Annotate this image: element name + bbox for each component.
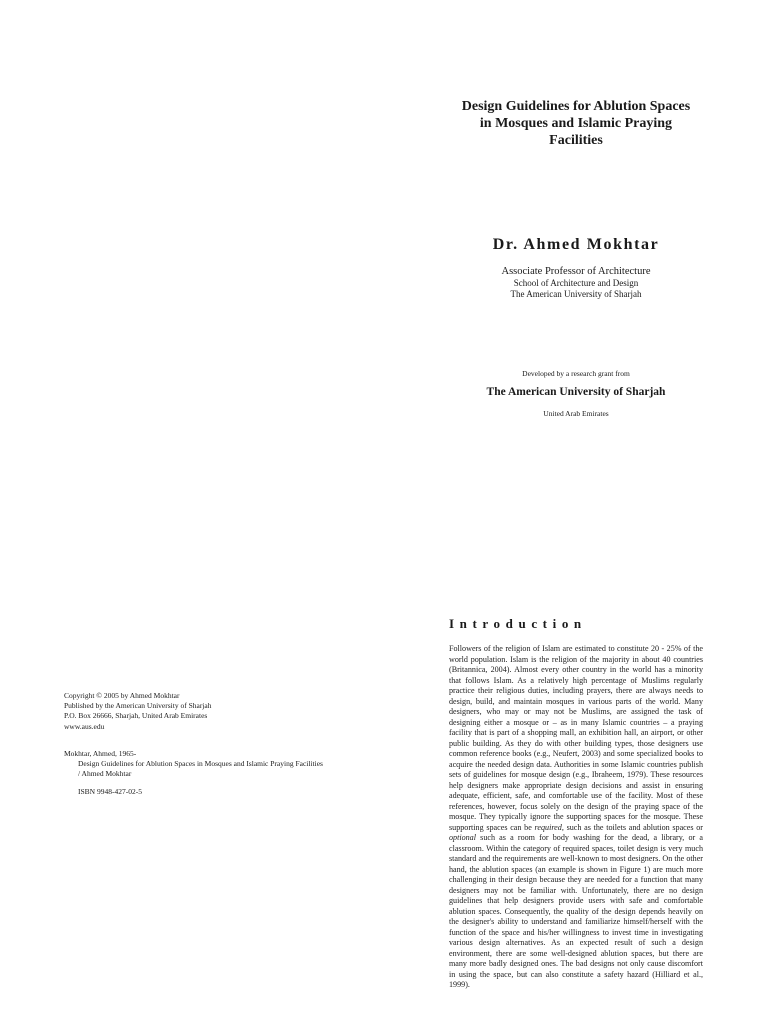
author-name: Dr. Ahmed Mokhtar	[492, 236, 660, 253]
book-title-line-3: Facilities	[549, 133, 603, 148]
grant-country: United Arab Emirates	[543, 409, 609, 418]
author-role: Associate Professor of Architecture	[501, 266, 651, 277]
book-title-line-2: in Mosques and Islamic Praying	[479, 116, 673, 131]
intro-text-part-1: Followers of the religion of Islam are estimated to constitute 20 - 25% of the world population. Islam is the religion of the majority in about 40 countries (Britannica, 2004). Almost every other country in the world has a minority that follows Islam. As a relatively high percentage of Muslims regularly practice their religious duties, including prayers, there are always needs to design, build, and maintain mosques in various parts of the world. Many designers, who may or may not be Muslims, are assigned the task of designing either a mosque or – as in many Islamic countries – a praying facility that is part of a shopping mall, an exhibition hall, an airport, or other public building. As they do with other building types, those designers use common reference books (e.g., Neufert, 2003) and some specialized books to acquire the needed design data. Authorities in some Islamic countries publish sets of guidelines for mosque design (e.g., Ibraheem, 1979). These resources help designers make appropriate design decisions and assist in ensuring adequate, efficient, safe, and comfortable use of the facility. Most of these references, however, focus solely on the design of the praying space of the mosque. They typically ignore the supporting spaces for the mosque. These supporting spaces can be	[449, 644, 703, 832]
catalog-author: Mokhtar, Ahmed, 1965-	[64, 749, 137, 758]
introduction-heading: Introduction	[449, 616, 587, 631]
author-university: The American University of Sharjah	[510, 289, 642, 299]
address-line: P.O. Box 26666, Sharjah, United Arab Emirates	[64, 711, 208, 721]
introduction-paragraph	[449, 644, 703, 991]
copyright-block	[64, 691, 211, 732]
book-title	[440, 98, 712, 149]
author-school: School of Architecture and Design	[513, 278, 639, 288]
grant-note: Developed by a research grant from	[522, 369, 630, 378]
intro-text-part-2: , such as the toilets and ablution spaces or	[561, 822, 703, 832]
intro-emphasis-optional: optional	[449, 833, 476, 842]
intro-emphasis-required: required	[534, 822, 562, 832]
author-affiliation	[440, 265, 712, 300]
catalog-record	[64, 749, 324, 797]
intro-text-part-3: such as a room for body washing for the dead, a library, or a classroom. Within the category of required spaces, toilet design is very much standard and the requirements are well-known to most designers. On the other hand, the ablution spaces (an example is shown in Figure 1) are much more challenging in their design because they are needed for a function that many designers may not be familiar with. Unfortunately, there are no design guidelines that help designers provide users with safe and comfortable ablution spaces. Consequently, the quality of the design depends heavily on the designer's ability to understand and familiarize himself/herself with the function of the space and his/her willingness to invest time in investigating various design alternatives. As an expected result of such a design environment, there are some well-designed ablution spaces, but there are many more badly designed ones. The bad designs not only cause discomfort in using the space, but can also constitute a safety hazard (Hilliard et al., 1999).	[449, 833, 703, 989]
copyright-line: Copyright © 2005 by Ahmed Mokhtar	[64, 691, 180, 700]
catalog-title: Design Guidelines for Ablution Spaces in Mosques and Islamic Praying Facilities / Ahmed Mokhtar	[78, 759, 323, 779]
book-title-line-1: Design Guidelines for Ablution Spaces	[461, 99, 691, 114]
isbn: ISBN 9948-427-02-5	[78, 786, 142, 796]
grant-institution: The American University of Sharjah	[486, 386, 666, 398]
website-line: www.aus.edu	[64, 721, 105, 731]
publisher-line: Published by the American University of Sharjah	[64, 701, 212, 711]
